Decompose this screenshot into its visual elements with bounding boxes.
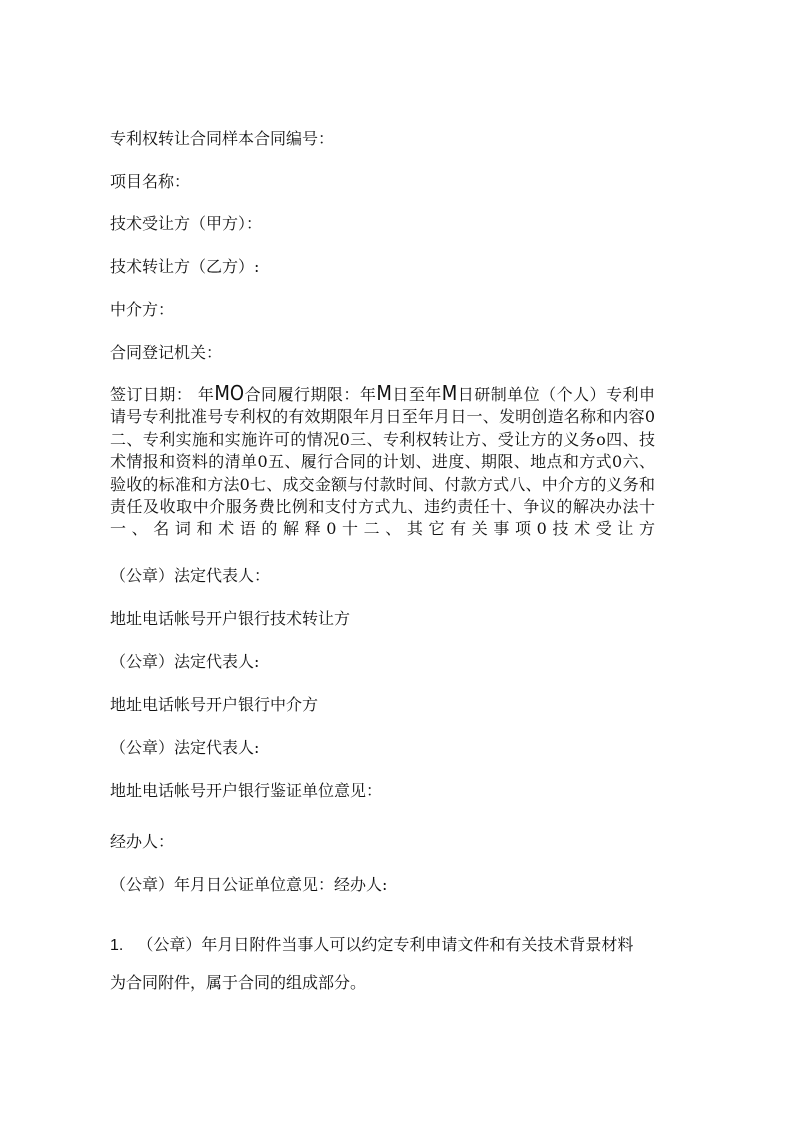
contract-body-paragraph — [110, 382, 655, 541]
list-item-1 — [110, 935, 633, 956]
list-item-1-continuation: 为合同附件，属于合同的组成部分。 — [110, 973, 367, 992]
contract-title-line: 专利权转让合同样本合同编号： — [110, 129, 335, 148]
address-bank-line-1: 地址电话帐号开户银行技术转让方 — [110, 609, 351, 628]
list-item-text-line-1: （公章）年月日附件当事人可以约定专利申请文件和有关技术背景材料 — [137, 935, 634, 954]
notary-line: （公章）年月日公证单位意见：经办人: — [110, 875, 388, 894]
body-part-1: 签订日期： 年 — [110, 385, 215, 404]
body-part-2: 合同履行期限：年 — [244, 385, 377, 404]
body-big-3: M — [441, 381, 458, 405]
intermediary-label: 中介方： — [110, 300, 175, 319]
body-part-3: 日至年 — [391, 385, 442, 404]
party-b-label: 技术转让方（乙方）: — [110, 257, 260, 276]
project-name-label: 项目名称： — [110, 172, 191, 191]
seal-representative-1: （公章）法定代表人： — [110, 566, 271, 585]
party-a-label: 技术受让方（甲方）： — [110, 214, 263, 233]
seal-representative-2: （公章）法定代表人: — [110, 652, 260, 671]
address-bank-line-3: 地址电话帐号开户银行鉴证单位意见： — [110, 781, 383, 800]
registration-authority-label: 合同登记机关： — [110, 343, 223, 362]
body-big-2: M — [376, 381, 392, 405]
list-item-number: 1. — [110, 937, 124, 954]
body-big-1: MO — [214, 381, 245, 405]
address-bank-line-2: 地址电话帐号开户银行中介方 — [110, 695, 319, 714]
handler-label: 经办人： — [110, 832, 175, 851]
seal-representative-3: （公章）法定代表人: — [110, 738, 260, 757]
body-part-4: 日研制单位（个人）专利申请号专利批准号专利权的有效期限年月日至年月日一、发明创造名称和内容0二、专利实施和实施许可的情况0三、专利权转让方、受让方的义务o四、技术情报和资料的清单0五、履行合同的计划、进度、期限、地点和方式0六、验收的标准和方法0七、成交金额与付款时间、付款方式八、中介方的义务和责任及收取中介服务费比例和支付方式九、违约责任十、争议的解决办法十一、名词和术语的解释0十二、其它有关事项0技术受让方 — [110, 385, 655, 539]
